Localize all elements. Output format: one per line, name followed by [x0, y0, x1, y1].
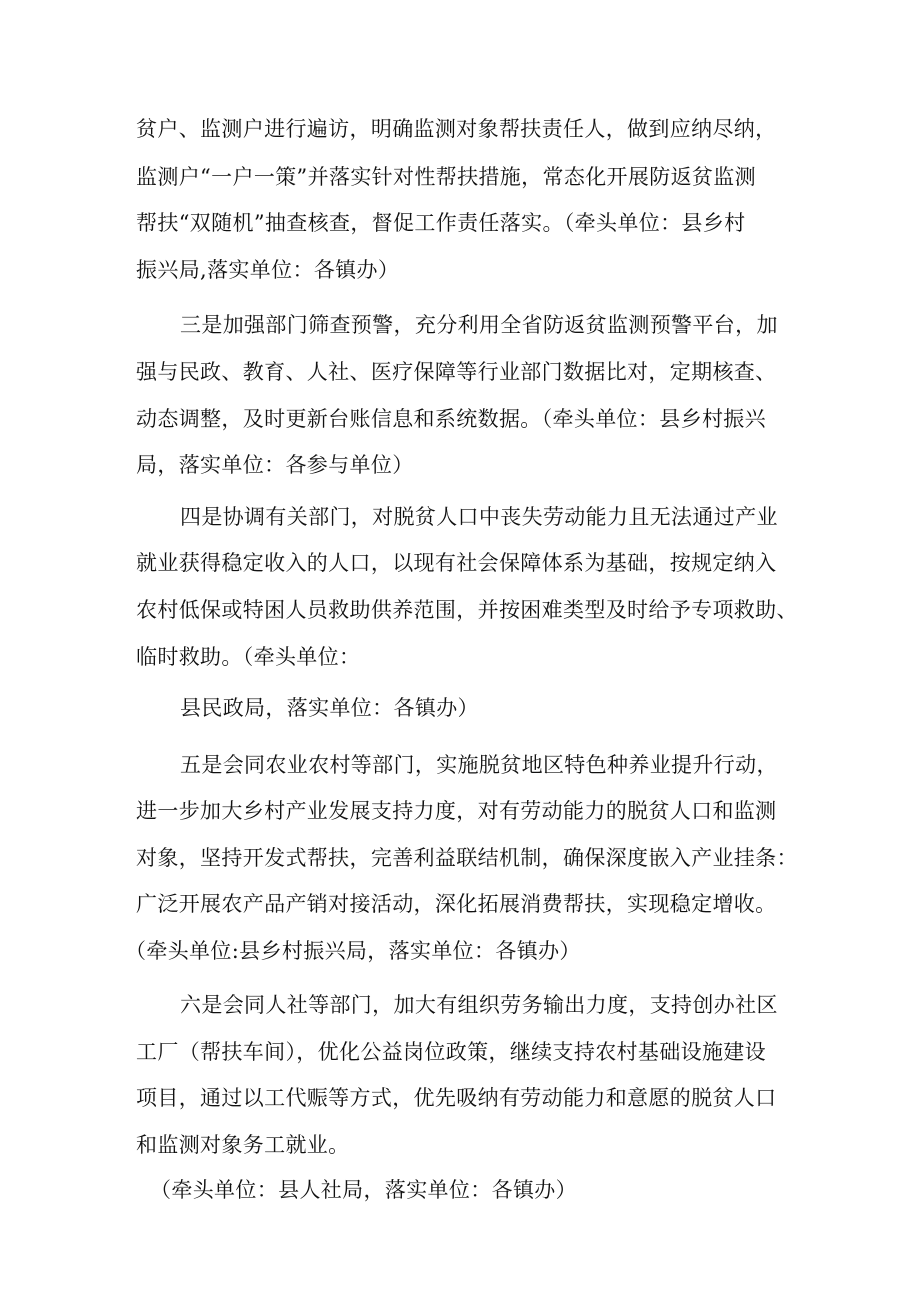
paragraph-1-line-4: 振兴局,落实单位：各镇办）: [136, 258, 400, 282]
paragraph-3-line-3: 农村低保或特困人员救助供养范围，并按困难类型及时给予专项救助、: [136, 598, 798, 622]
paragraph-2-line-1: 三是加强部门筛查预警，充分利用全省防返贫监测预警平台，加: [180, 313, 778, 337]
paragraph-4-line-1: 县民政局，落实单位：各镇办）: [180, 696, 479, 720]
paragraph-6-line-2: 工厂（帮扶车间），优化公益岗位政策，继续支持农村基础设施建设: [136, 1040, 766, 1064]
paragraph-1-line-2: 监测户“一户一策”并落实针对性帮扶措施，常态化开展防返贫监测: [136, 165, 756, 189]
paragraph-5-line-3: 对象，坚持开发式帮扶，完善利益联结机制，确保深度嵌入产业挂条：: [136, 846, 798, 870]
paragraph-6-line-3: 项目，通过以工代赈等方式，优先吸纳有劳动能力和意愿的脱贫人口: [136, 1086, 777, 1110]
paragraph-5-line-1: 五是会同农业农村等部门，实施脱贫地区特色种养业提升行动，: [180, 753, 778, 777]
paragraph-1-line-3: 帮扶“双随机”抽查核查，督促工作责任落实。（牵头单位：县乡村: [136, 211, 746, 235]
paragraph-7-line-1: （牵头单位：县人社局，落实单位：各镇办）: [150, 1178, 577, 1202]
paragraph-1-line-1: 贫户、监测户进行遍访，明确监测对象帮扶责任人，做到应纳尽纳，: [136, 117, 777, 141]
paragraph-2-line-4: 局，落实单位：各参与单位）: [136, 453, 414, 477]
paragraph-6-line-4: 和监测对象务工就业。: [136, 1133, 350, 1157]
paragraph-3-line-4: 临时救助。（牵头单位：: [136, 645, 361, 669]
paragraph-2-line-3: 动态调整，及时更新台账信息和系统数据。（牵头单位：县乡村振兴: [136, 407, 766, 431]
paragraph-2-line-2: 强与民政、教育、人社、医疗保障等行业部门数据比对，定期核查、: [136, 360, 777, 384]
paragraph-3-line-2: 就业获得稳定收入的人口，以现有社会保障体系为基础，按规定纳入: [136, 551, 777, 575]
paragraph-5-line-4: 广泛开展农产品产销对接活动，深化拓展消费帮扶，实现稳定增收。: [136, 892, 777, 916]
paragraph-5-line-5: （牵头单位:县乡村振兴局，落实单位：各镇办）: [125, 939, 581, 963]
paragraph-6-line-1: 六是会同人社等部门，加大有组织劳务输出力度，支持创办社区: [180, 993, 778, 1017]
paragraph-5-line-2: 进一步加大乡村产业发展支持力度，对有劳动能力的脱贫人口和监测: [136, 799, 777, 823]
paragraph-3-line-1: 四是协调有关部门，对脱贫人口中丧失劳动能力且无法通过产业: [180, 505, 778, 529]
